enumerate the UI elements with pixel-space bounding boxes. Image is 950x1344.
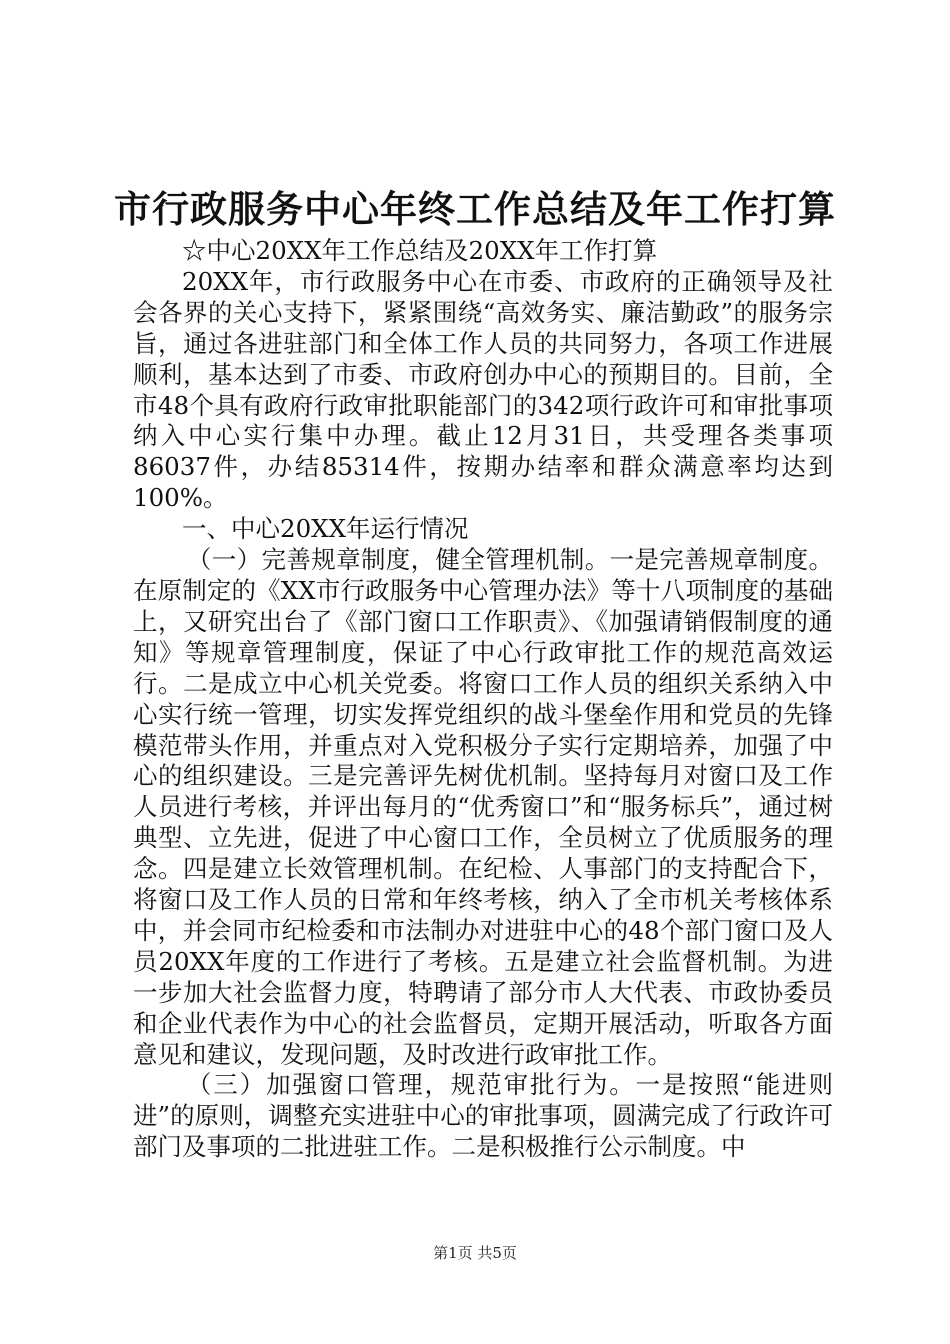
section-heading: 一、中心20XX年运行情况 (182, 514, 469, 544)
paragraph-intro: 20XX年，市行政服务中心在市委、市政府的正确领导及社会各界的关心支持下，紧紧围绕“高效务实、廉洁勤政”的服务宗旨，通过各进驻部门和全体工作人员的共同努力，各项工作进展顺利，基本达到了市委、市政府创办中心的预期目的。目前，全市48个具有政府行政审批职能部门的342项行政许可和审批事项纳入中心实行集中办理。截止12月31日，共受理各类事项86037件，办结85314件，按期办结率和群众满意率均达到100%。 (133, 266, 833, 513)
page-footer: 第1页 共5页 (433, 1244, 517, 1262)
paragraph-section-1: （一）完善规章制度，健全管理机制。一是完善规章制度。在原制定的《XX市行政服务中心管理办法》等十八项制度的基础上，又研究出台了《部门窗口工作职责》、《加强请销假制度的通知》等规章管理制度，保证了中心行政审批工作的规范高效运行。二是成立中心机关党委。将窗口工作人员的组织关系纳入中心实行统一管理，切实发挥党组织的战斗堡垒作用和党员的先锋模范带头作用，并重点对入党积极分子实行定期培养，加强了中心的组织建设。三是完善评先树优机制。坚持每月对窗口及工作人员进行考核，并评出每月的“优秀窗口”和“服务标兵”，通过树典型、立先进，促进了中心窗口工作，全员树立了优质服务的理念。四是建立长效管理机制。在纪检、人事部门的支持配合下，将窗口及工作人员的日常和年终考核，纳入了全市机关考核体系中，并会同市纪检委和市法制办对进驻中心的48个部门窗口及人员20XX年度的工作进行了考核。五是建立社会监督机制。为进一步加大社会监督力度，特聘请了部分市人大代表、市政协委员和企业代表作为中心的社会监督员，定期开展活动，听取各方面意见和建议，发现问题，及时改进行政审批工作。 (133, 545, 833, 1069)
document-title: 市行政服务中心年终工作总结及年工作打算 (114, 187, 836, 231)
paragraph-section-3: （三）加强窗口管理，规范审批行为。一是按照“能进则进”的原则，调整充实进驻中心的审批事项，圆满完成了行政许可部门及事项的二批进驻工作。二是积极推行公示制度。中 (133, 1070, 833, 1162)
document-body (133, 236, 833, 1163)
subtitle-line: ☆中心20XX年工作总结及20XX年工作打算 (182, 236, 658, 265)
